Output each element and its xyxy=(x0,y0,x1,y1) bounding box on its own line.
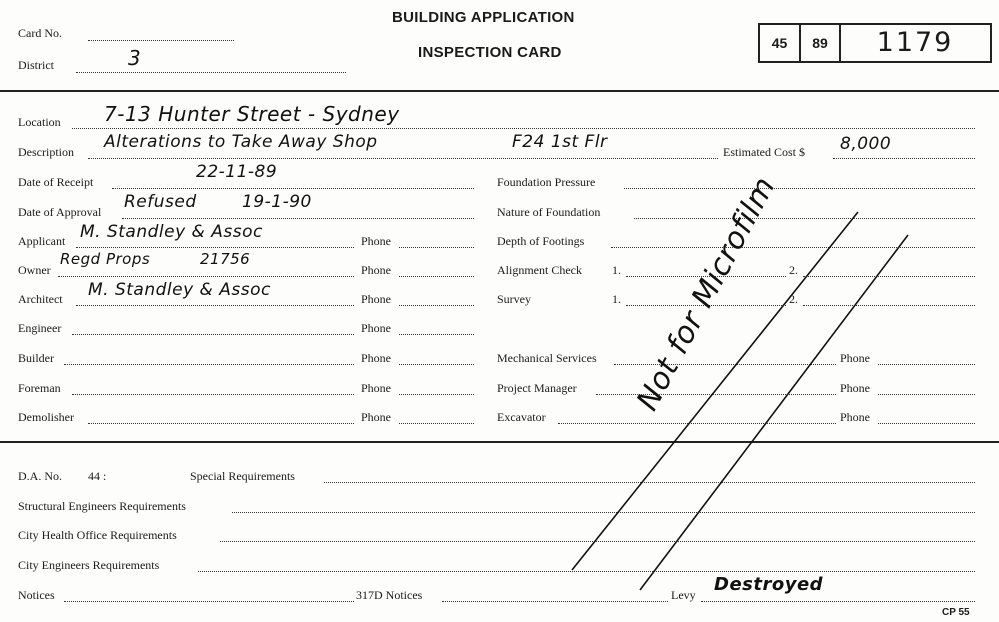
levy-label: Levy xyxy=(671,588,696,602)
demolisher-label: Demolisher xyxy=(18,410,74,424)
foreman-phone-label: Phone xyxy=(361,381,391,395)
nature-foundation-label: Nature of Foundation xyxy=(497,205,601,219)
stamp-text: Not for Microfilm xyxy=(630,171,783,417)
city-health-label: City Health Office Requirements xyxy=(18,528,177,542)
survey-2-label: 2. xyxy=(789,292,798,306)
ref-box-b: 89 xyxy=(801,25,841,61)
location-label: Location xyxy=(18,115,61,129)
title-line-2: INSPECTION CARD xyxy=(418,44,562,61)
special-req-label: Special Requirements xyxy=(190,469,295,483)
architect-value: M. Standley & Assoc xyxy=(88,280,271,300)
approval-status-value: Refused xyxy=(124,192,197,212)
da-no-label: D.A. No. xyxy=(18,469,62,483)
owner-value: Regd Props xyxy=(60,250,151,268)
applicant-phone-label: Phone xyxy=(361,234,391,248)
survey-label: Survey xyxy=(497,292,531,306)
district-value: 3 xyxy=(128,46,142,70)
architect-phone-label: Phone xyxy=(361,292,391,306)
alignment-label: Alignment Check xyxy=(497,263,582,277)
demolisher-phone-label: Phone xyxy=(361,410,391,424)
foreman-label: Foreman xyxy=(18,381,61,395)
receipt-label: Date of Receipt xyxy=(18,175,94,189)
levy-value: Destroyed xyxy=(714,574,824,595)
city-engineers-label: City Engineers Requirements xyxy=(18,558,160,572)
owner-number-value: 21756 xyxy=(200,250,251,268)
mechanical-label: Mechanical Services xyxy=(497,351,597,365)
alignment-1-label: 1. xyxy=(612,263,621,277)
engineer-phone-label: Phone xyxy=(361,321,391,335)
mechanical-phone-label: Phone xyxy=(840,351,870,365)
foundation-pressure-label: Foundation Pressure xyxy=(497,175,596,189)
location-value: 7-13 Hunter Street - Sydney xyxy=(104,102,400,126)
ref-box-number: 1179 xyxy=(876,27,954,58)
applicant-value: M. Standley & Assoc xyxy=(80,222,263,242)
survey-1-label: 1. xyxy=(612,292,621,306)
estimated-cost-value: 8,000 xyxy=(840,134,892,154)
card-no-label: Card No. xyxy=(18,26,62,40)
estimated-cost-label: Estimated Cost $ xyxy=(723,145,805,159)
alignment-2-label: 2. xyxy=(789,263,798,277)
builder-label: Builder xyxy=(18,351,54,365)
owner-phone-label: Phone xyxy=(361,263,391,277)
depth-footings-label: Depth of Footings xyxy=(497,234,585,248)
project-manager-phone-label: Phone xyxy=(840,381,870,395)
engineer-label: Engineer xyxy=(18,321,62,335)
project-manager-label: Project Manager xyxy=(497,381,577,395)
applicant-label: Applicant xyxy=(18,234,66,248)
description-label: Description xyxy=(18,145,74,159)
receipt-value: 22-11-89 xyxy=(196,162,278,182)
notices-317d-label: 317D Notices xyxy=(356,588,423,602)
description-floor-value: F24 1st Flr xyxy=(512,132,608,152)
approval-date-value: 19-1-90 xyxy=(242,192,312,212)
approval-label: Date of Approval xyxy=(18,205,102,219)
description-value: Alterations to Take Away Shop xyxy=(104,132,378,152)
excavator-label: Excavator xyxy=(497,410,546,424)
ref-box-a: 45 xyxy=(760,25,801,61)
architect-label: Architect xyxy=(18,292,63,306)
excavator-phone-label: Phone xyxy=(840,410,870,424)
owner-label: Owner xyxy=(18,263,51,277)
district-label: District xyxy=(18,58,54,72)
title-line-1: BUILDING APPLICATION xyxy=(392,9,575,26)
structural-label: Structural Engineers Requirements xyxy=(18,499,186,513)
da-no-value: 44 : xyxy=(88,469,107,483)
notices-label: Notices xyxy=(18,588,55,602)
form-code: CP 55 xyxy=(942,607,970,618)
builder-phone-label: Phone xyxy=(361,351,391,365)
